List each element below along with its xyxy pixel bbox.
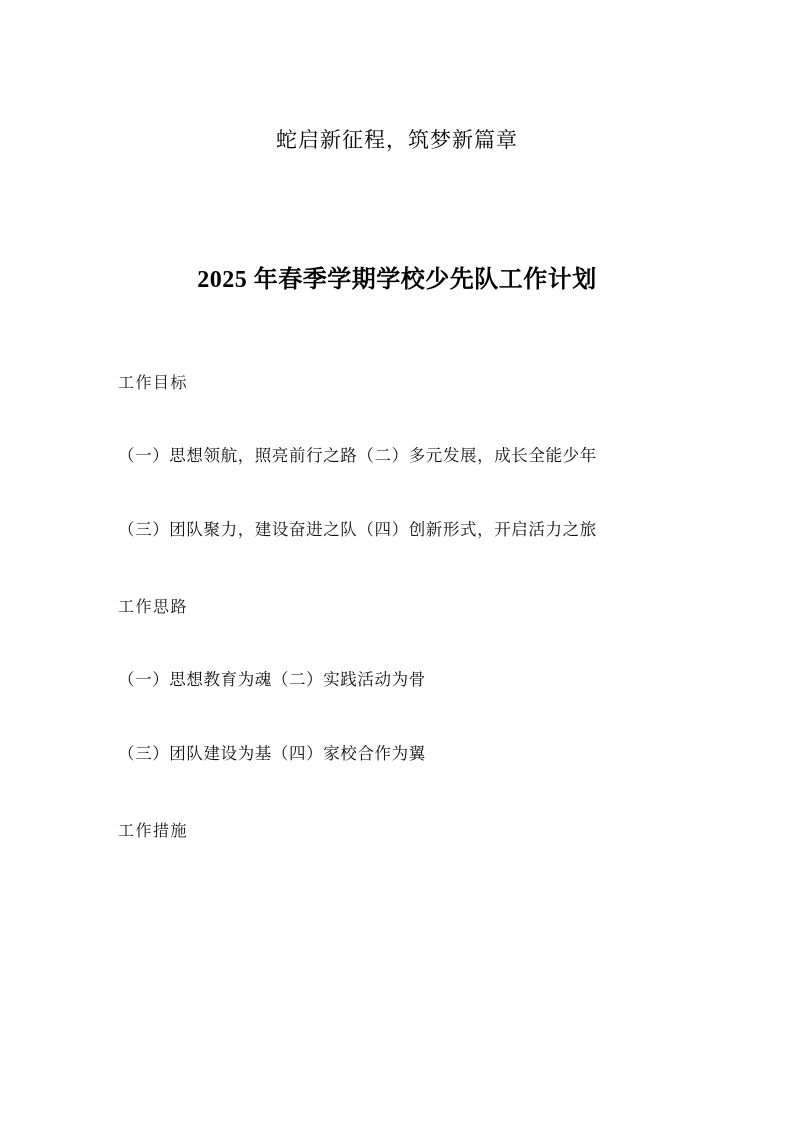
paragraph-objectives-2: （三）团队聚力，建设奋进之队（四）创新形式，开启活力之旅 <box>118 520 597 539</box>
section-heading-work-objectives: 工作目标 <box>118 375 189 392</box>
section-heading-work-approach: 工作思路 <box>118 599 189 616</box>
document-body <box>118 118 676 846</box>
section-heading-work-measures: 工作措施 <box>118 823 189 840</box>
paragraph-approach-2: （三）团队建设为基（四）家校合作为翼 <box>118 744 426 763</box>
document-title: 蛇启新征程，筑梦新篇章 <box>276 128 518 152</box>
paragraph-approach-1: （一）思想教育为魂（二）实践活动为骨 <box>118 670 426 689</box>
document-subtitle: 2025 年春季学期学校少先队工作计划 <box>197 267 597 293</box>
paragraph-objectives-1: （一）思想领航，照亮前行之路（二）多元发展，成长全能少年 <box>118 446 597 465</box>
